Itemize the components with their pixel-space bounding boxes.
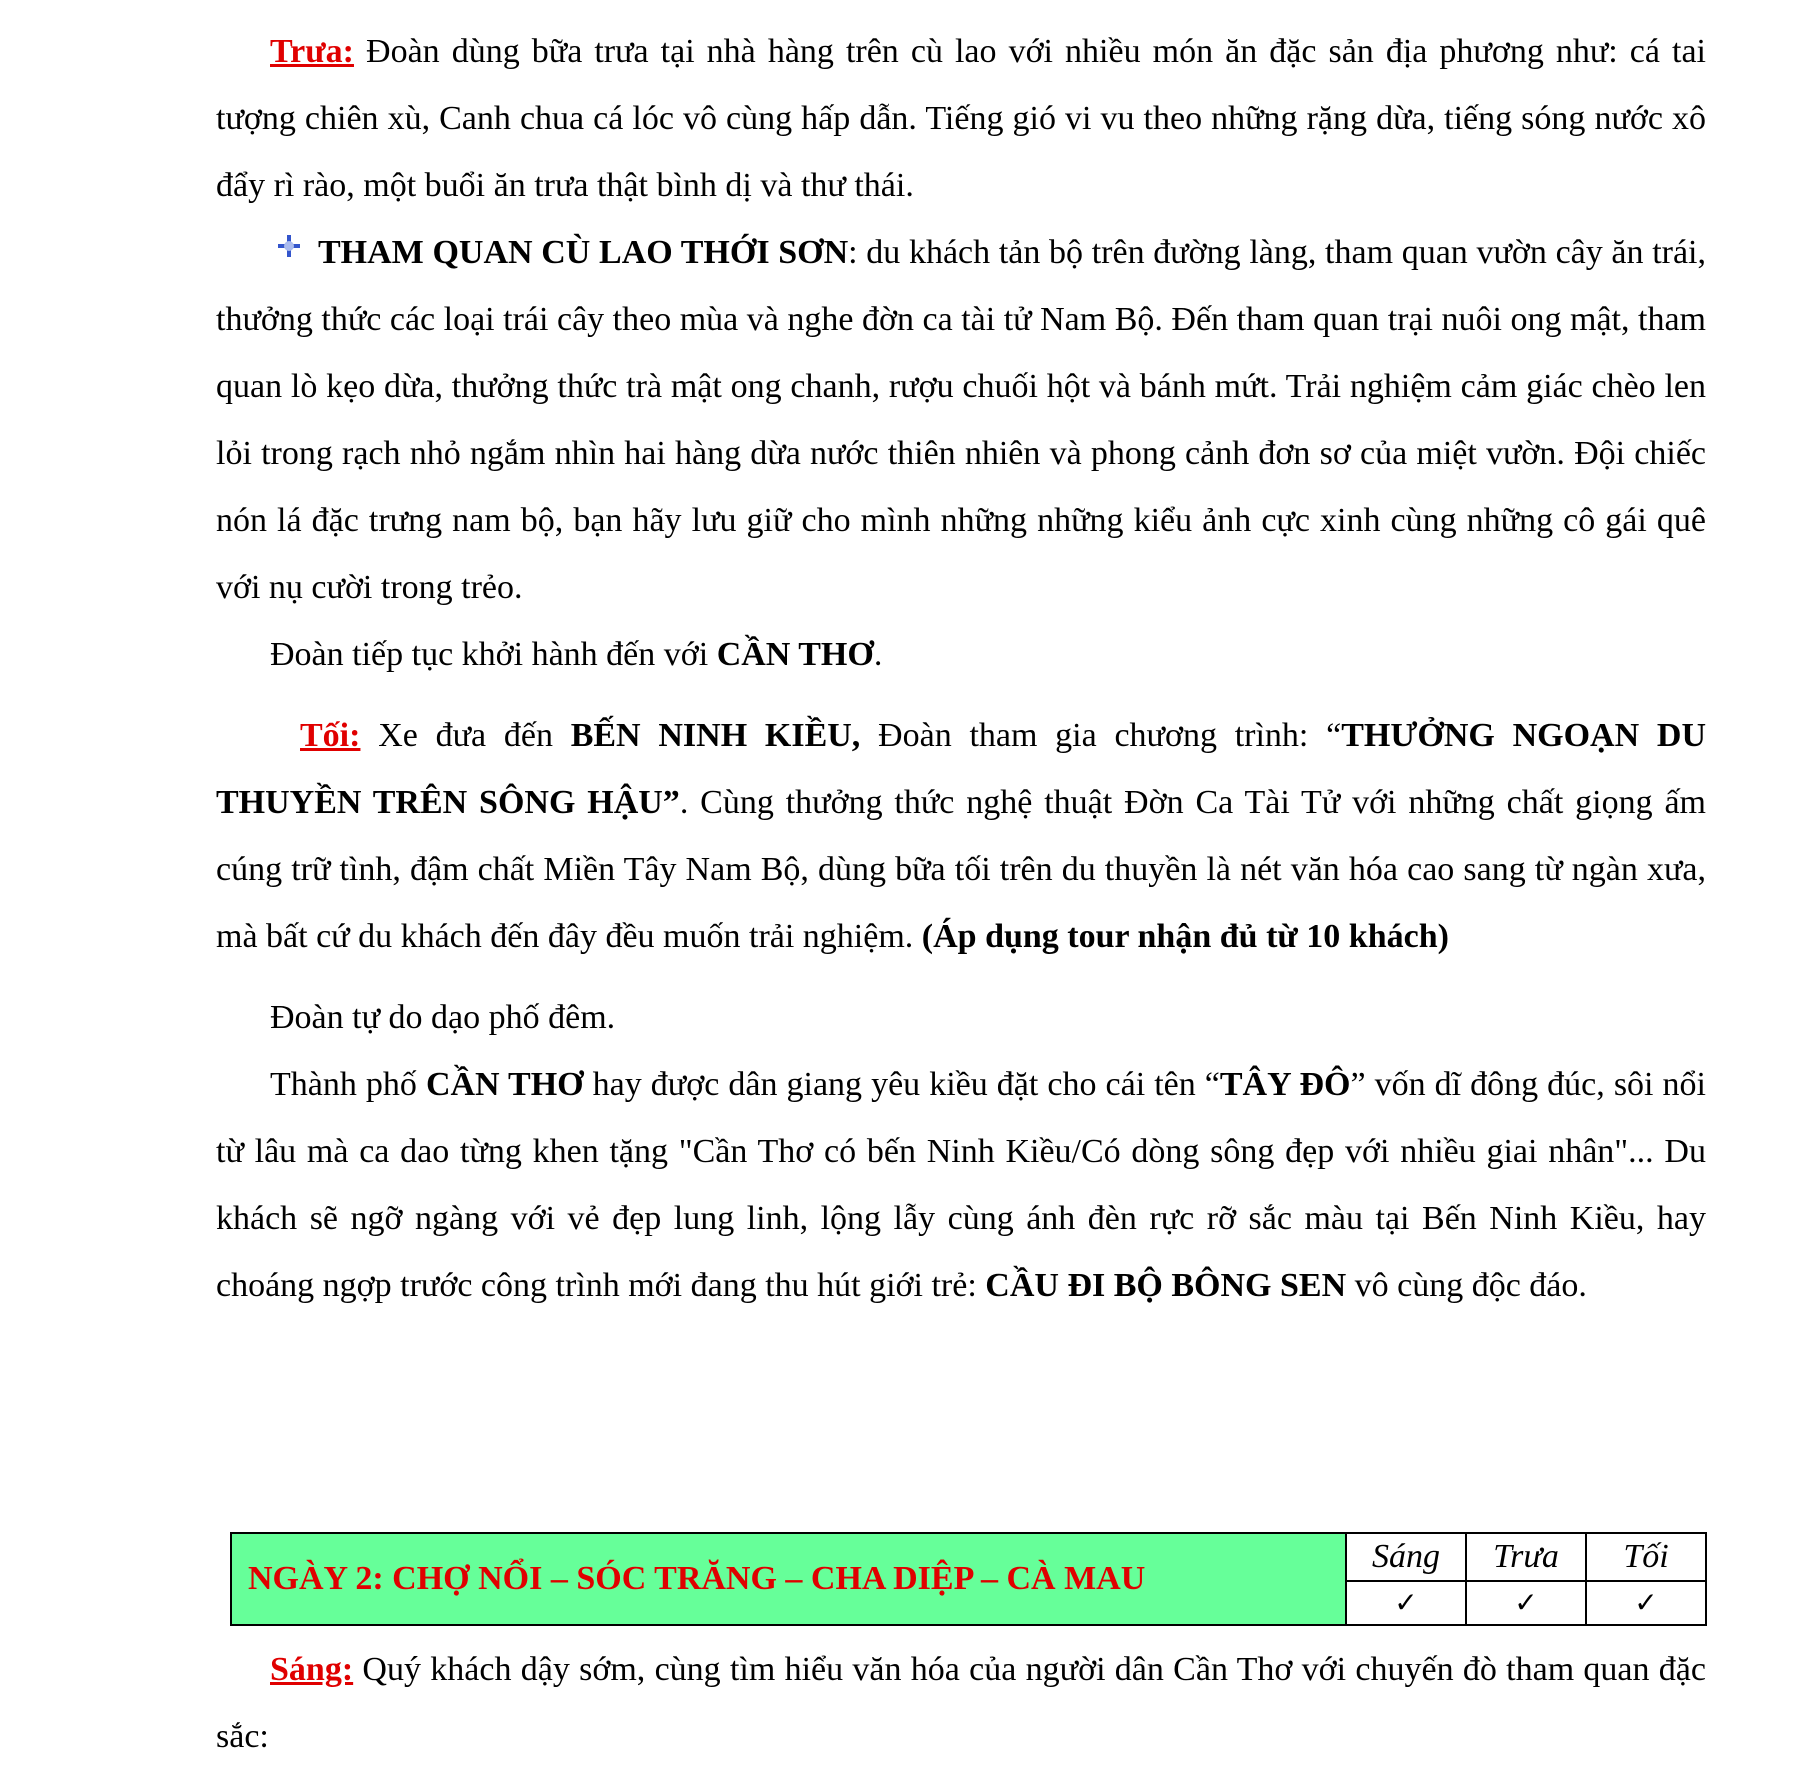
- evening-place: BẾN NINH KIỀU,: [570, 717, 861, 754]
- evening-label: Tối:: [300, 717, 361, 754]
- evening-text1: Xe đưa đến: [360, 717, 571, 754]
- evening-text3: . Cùng thưởng thức nghệ thuật Đờn Ca Tài Tử với những chất giọng ấm cúng trữ tình, đậm chất Miền Tây Nam Bộ, dùng bữa tối trên du thuyền là nét văn hóa cao sang từ ngàn xưa, mà bất cứ du khách đến đây đều muốn trải nghiệm.: [216, 784, 1706, 955]
- depart-place: CẦN THƠ: [716, 636, 874, 673]
- lunch-paragraph: [216, 18, 1706, 219]
- meal-lunch-check-icon: ✓: [1466, 1581, 1586, 1625]
- lunch-label: Trưa:: [270, 33, 354, 70]
- meal-breakfast-label: Sáng: [1346, 1533, 1466, 1581]
- evening-text2: Đoàn tham gia chương trình: “: [860, 717, 1342, 754]
- day2-header-table: [230, 1532, 1707, 1626]
- city-t1: Thành phố: [270, 1066, 426, 1103]
- morning-label: Sáng:: [270, 1651, 354, 1688]
- morning-text: Quý khách dậy sớm, cùng tìm hiểu văn hóa của người dân Cần Thơ với chuyến đò tham quan đặc sắc:: [216, 1651, 1706, 1755]
- city-b2: TÂY ĐÔ: [1219, 1066, 1351, 1103]
- evening-program: THƯỞNG NGOẠN DU THUYỀN TRÊN SÔNG HẬU”: [216, 717, 1707, 821]
- evening-note: (Áp dụng tour nhận đủ từ 10 khách): [921, 918, 1449, 955]
- city-t3: ” vốn dĩ đông đúc, sôi nổi từ lâu mà ca dao từng khen tặng "Cần Thơ có bến Ninh Kiều/Có dòng sông đẹp với nhiều giai nhân"... Du khách sẽ ngỡ ngàng với vẻ đẹp lung linh, lộng lẫy cùng ánh đèn rực rỡ sắc màu tại Bến Ninh Kiều, hay choáng ngợp trước công trình mới đang thu hút giới trẻ:: [216, 1066, 1706, 1304]
- city-t2: hay được dân giang yêu kiều đặt cho cái tên “: [583, 1066, 1220, 1103]
- meal-dinner-label: Tối: [1586, 1533, 1706, 1581]
- city-b3: CẦU ĐI BỘ BÔNG SEN: [985, 1267, 1347, 1304]
- depart-paragraph: [216, 621, 1706, 688]
- lunch-text: Đoàn dùng bữa trưa tại nhà hàng trên cù lao với nhiều món ăn đặc sản địa phương như: cá tai tượng chiên xù, Canh chua cá lóc vô cùng hấp dẫn. Tiếng gió vi vu theo những rặng dừa, tiếng sóng nước xô đẩy rì rào, một buổi ăn trưa thật bình dị và thư thái.: [216, 33, 1706, 204]
- visit-text: : du khách tản bộ trên đường làng, tham quan vườn cây ăn trái, thưởng thức các loại trái cây theo mùa và nghe đờn ca tài tử Nam Bộ. Đến tham quan trại nuôi ong mật, tham quan lò kẹo dừa, thưởng thức trà mật ong chanh, rượu chuối hột và bánh mứt. Trải nghiệm cảm giác chèo len lỏi trong rạch nhỏ ngắm nhìn hai hàng dừa nước thiên nhiên và phong cảnh đơn sơ của miệt vườn. Đội chiếc nón lá đặc trưng nam bộ, bạn hãy lưu giữ cho mình những những kiểu ảnh cực xinh cùng những cô gái quê với nụ cười trong trẻo.: [216, 234, 1706, 606]
- city-paragraph: [216, 1051, 1706, 1319]
- visit-paragraph: [216, 219, 1706, 621]
- city-t4: vô cùng độc đáo.: [1346, 1267, 1587, 1304]
- city-b1: CẦN THƠ: [425, 1066, 584, 1103]
- evening-paragraph: [216, 702, 1706, 970]
- document-body: [216, 18, 1706, 1319]
- visit-heading: THAM QUAN CÙ LAO THỚI SƠN: [318, 234, 849, 271]
- meal-lunch-label: Trưa: [1466, 1533, 1586, 1581]
- blue-plus-bullet-icon: [278, 235, 300, 257]
- free-text: Đoàn tự do dạo phố đêm.: [270, 999, 616, 1036]
- depart-text: Đoàn tiếp tục khởi hành đến với: [270, 636, 717, 673]
- meal-dinner-check-icon: ✓: [1586, 1581, 1706, 1625]
- free-paragraph: [216, 984, 1706, 1051]
- meal-breakfast-check-icon: ✓: [1346, 1581, 1466, 1625]
- depart-end: .: [873, 636, 883, 673]
- day2-title: NGÀY 2: CHỢ NỔI – SÓC TRĂNG – CHA DIỆP – CÀ MAU: [231, 1533, 1279, 1625]
